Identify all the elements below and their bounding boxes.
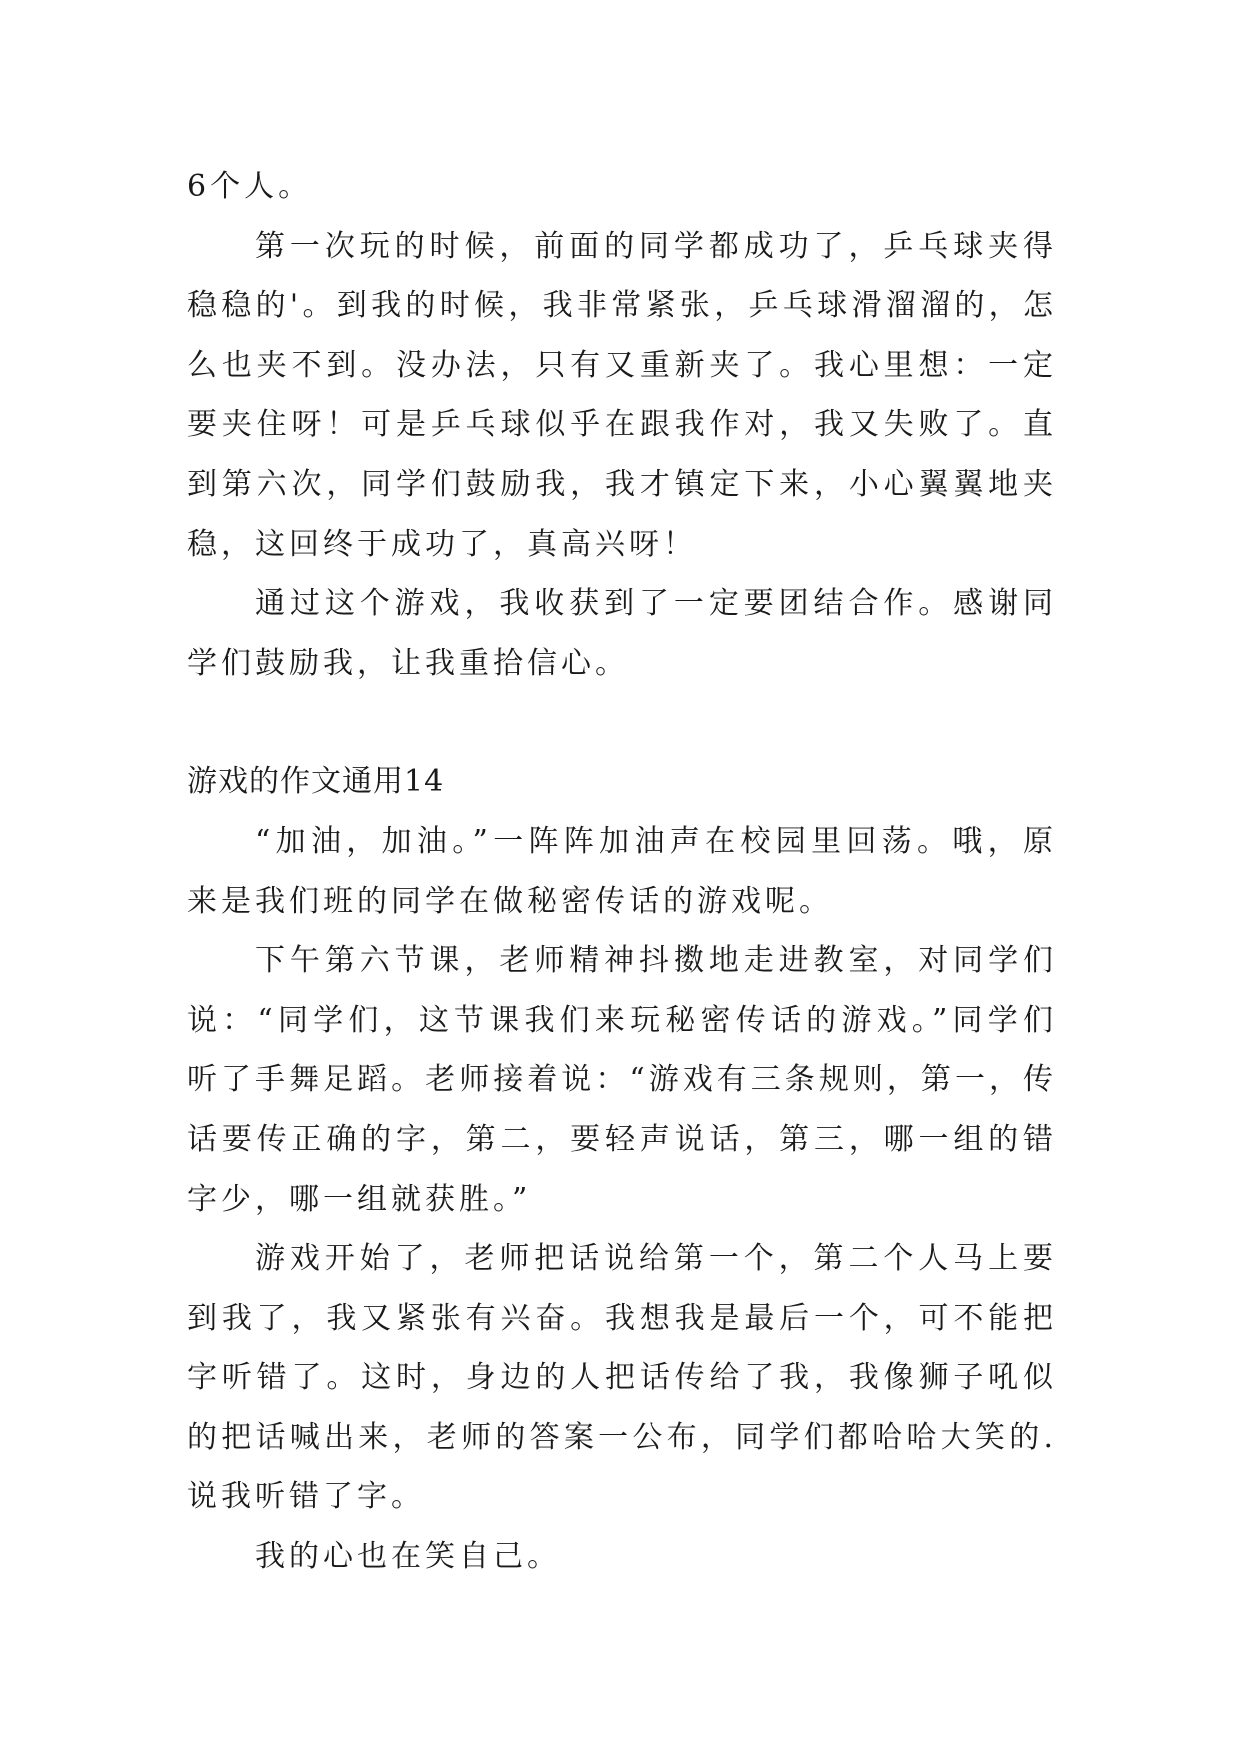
paragraph: 游戏开始了，老师把话说给第一个，第二个人马上要到我了，我又紧张有兴奋。我想我是最后一个，可不能把字听错了。这时，身边的人把话传给了我，我像狮子吼似的把话喊出来，老师的答案一公布，同学们都哈哈大笑的.说我听错了字。: [187, 1241, 1057, 1515]
paragraph: 我的心也在笑自己。: [255, 1539, 561, 1575]
paragraph: 下午第六节课，老师精神抖擞地走进教室，对同学们说：“同学们，这节课我们来玩秘密传话的游戏。”同学们听了手舞足蹈。老师接着说：“游戏有三条规则，第一，传话要传正确的字，第二，要轻声说话，第三，哪一组的错字少，哪一组就获胜。”: [187, 943, 1057, 1217]
paragraph: 通过这个游戏，我收获到了一定要团结合作。感谢同学们鼓励我，让我重拾信心。: [187, 586, 1057, 681]
paragraph: “加油，加油。”一阵阵加油声在校园里回荡。哦，原来是我们班的同学在做秘密传话的游戏呢。: [187, 823, 1057, 919]
section-spacer: [187, 693, 1057, 752]
section-heading: 游戏的作文通用14: [187, 764, 445, 800]
paragraph-continuation: 6个人。: [187, 169, 313, 204]
paragraph: 第一次玩的时候，前面的同学都成功了，乒乓球夹得稳稳的'。到我的时候，我非常紧张，乒乓球滑溜溜的，怎么也夹不到。没办法，只有又重新夹了。我心里想：一定要夹住呀！可是乒乓球似乎在跟我作对，我又失败了。直到第六次，同学们鼓励我，我才镇定下来，小心翼翼地夹稳，这回终于成功了，真高兴呀！: [187, 228, 1057, 562]
document-body: [187, 157, 1057, 1587]
